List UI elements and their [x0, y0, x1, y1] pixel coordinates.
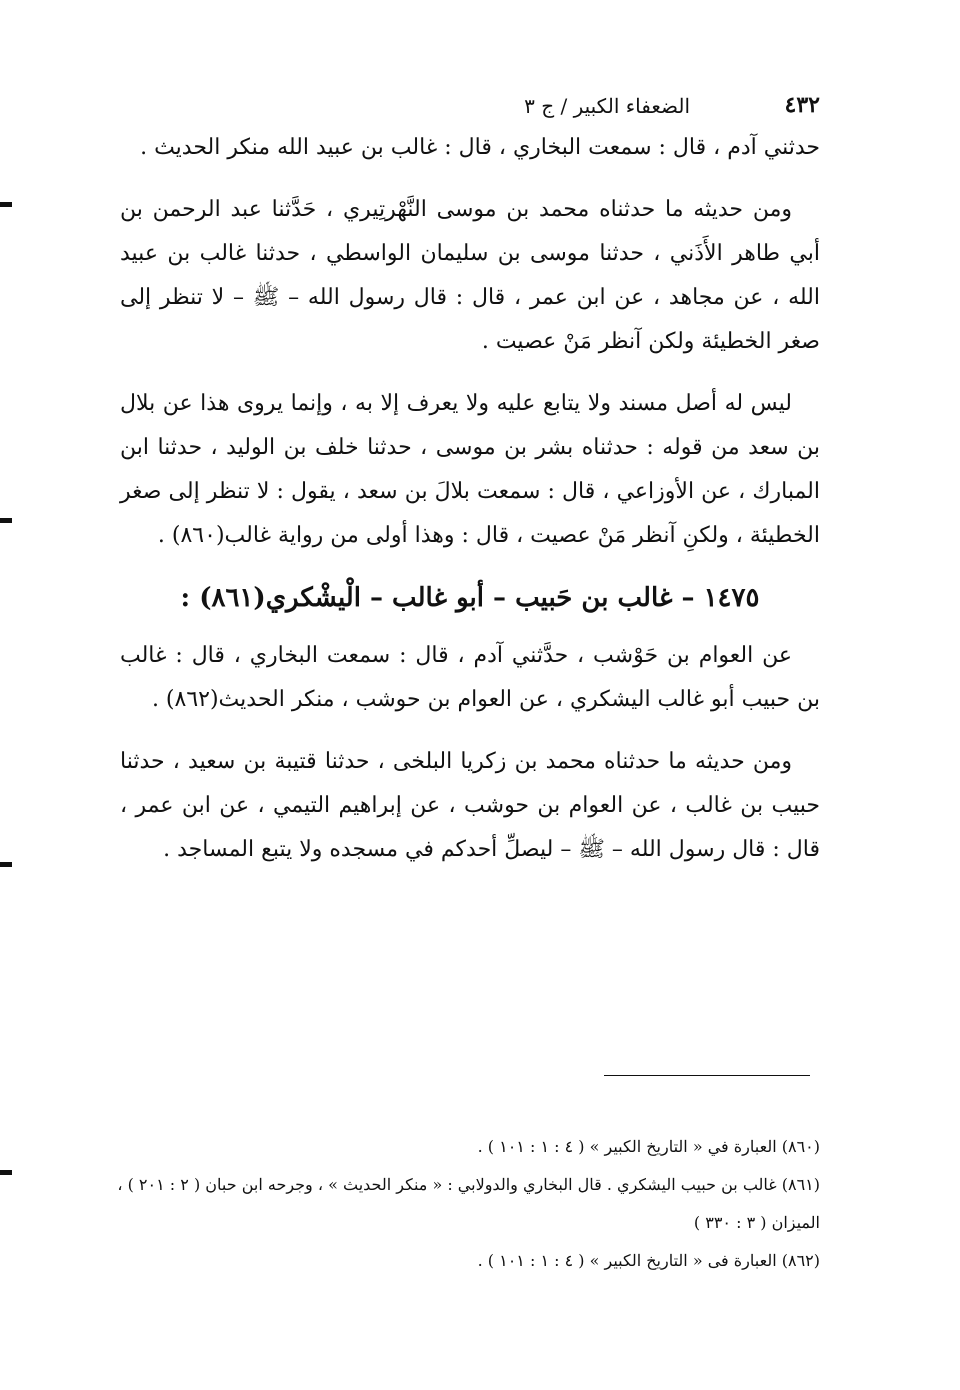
- paragraph: ليس له أصل مسند ولا يتابع عليه ولا يعرف إلا به ، وإنما يروى هذا عن بلال بن سعد من قوله : حدثناه بشر بن موسى ، حدثنا خلف بن الوليد ، حدثنا ابن المبارك ، عن الأوزاعي ، قال : سمعت بلالَ بن سعد ، يقول : لا تنظر إلى صغر الخطيئة ، ولكنِ آنظر مَنْ عصيت ، قال : وهذا أولى من رواية غالب(٨٦٠) .: [120, 391, 820, 548]
- margin-mark: [0, 1170, 12, 1175]
- margin-mark: [0, 202, 12, 207]
- footnote: (٨٦١) غالب بن حبيب اليشكري . قال البخاري والدولابي : « منكر الحديث » ، وجرحه ابن حبان ( ٢ : ٢٠١ ) ، الميزان ( ٣ : ٣٣٠ ): [117, 1175, 820, 1232]
- entry-heading: ١٤٧٥ – غالب بن حَبيب – أبو غالب – الْيشْكري(٨٦١) :: [180, 583, 760, 613]
- footnote-separator: [604, 1075, 810, 1076]
- paragraph: حدثني آدم ، قال : سمعت البخاري ، قال : غالب بن عبيد الله منكر الحديث .: [140, 135, 820, 160]
- footnote: (٨٦٠) العبارة في « التاريخ الكبير » ( ٤ : ١ : ١٠١ ) .: [477, 1137, 820, 1156]
- paragraph: ومن حديثه ما حدثناه محمد بن زكريا البلخى ، حدثنا قتيبة بن سعيد ، حدثنا حبيب بن غالب ، عن العوام بن حوشب ، عن إبراهيم التيمي ، عن ابن عمر ، قال : قال رسول الله – ﷺ – ليصلِّ أحدكم في مسجده ولا يتبع المساجد .: [120, 749, 820, 862]
- margin-mark: [0, 518, 12, 523]
- running-title: الضعفاء الكبير / ج ٣: [524, 94, 690, 118]
- footnotes: [110, 1128, 820, 1280]
- paragraph: عن العوام بن حَوْشب ، حدَّثني آدم ، قال : سمعت البخاري ، قال : غالب بن حبيب أبو غالب اليشكري ، عن العوام بن حوشب ، منكر الحديث(٨٦٢) .: [120, 643, 820, 712]
- margin-mark: [0, 862, 12, 867]
- footnote: (٨٦٢) العبارة فى « التاريخ الكبير » ( ٤ : ١ : ١٠١ ) .: [477, 1251, 820, 1270]
- main-text: [120, 126, 820, 890]
- page-number: ٤٣٢: [784, 92, 820, 118]
- paragraph: ومن حديثه ما حدثناه محمد بن موسى النَّهْرتِيري ، حَدَّثنا عبد الرحمن بن أبي طاهر الأَذَني ، حدثنا موسى بن سليمان الواسطي ، حدثنا غالب بن عبيد الله ، عن مجاهد ، عن ابن عمر ، قال : قال رسول الله – ﷺ – لا تنظر إلى صغر الخطيئة ولكن آنظر مَنْ عصيت .: [120, 197, 820, 354]
- page-header: [390, 92, 820, 126]
